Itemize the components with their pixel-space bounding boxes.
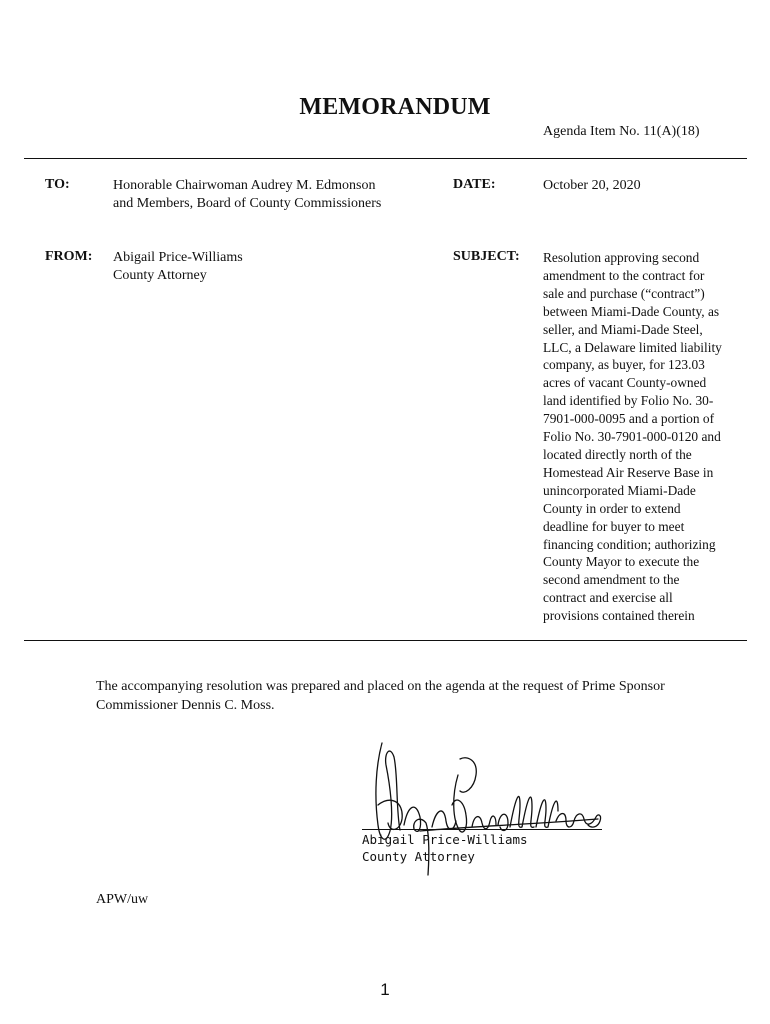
subject-line: County in order to extend bbox=[543, 500, 681, 516]
agenda-item-number: Agenda Item No. 11(A)(18) bbox=[543, 124, 700, 139]
date-label: DATE: bbox=[453, 177, 496, 192]
subject-value bbox=[543, 249, 722, 625]
subject-line: provisions contained therein bbox=[543, 608, 695, 624]
from-label: FROM: bbox=[45, 249, 93, 264]
subject-line: Resolution approving second bbox=[543, 250, 700, 265]
subject-line: second amendment to the bbox=[543, 572, 680, 588]
subject-line: County Mayor to execute the bbox=[543, 554, 700, 570]
subject-line: financing condition; authorizing bbox=[543, 536, 716, 552]
page-number: 1 bbox=[380, 980, 390, 999]
subject-label: SUBJECT: bbox=[453, 249, 520, 264]
signature-line bbox=[362, 829, 602, 830]
from-line: County Attorney bbox=[113, 267, 207, 283]
from-value bbox=[113, 249, 243, 284]
subject-line: Homestead Air Reserve Base in bbox=[543, 464, 714, 480]
subject-line: amendment to the contract for bbox=[543, 267, 705, 283]
subject-line: 7901-000-0095 and a portion of bbox=[543, 411, 715, 427]
to-value bbox=[113, 177, 381, 212]
to-label: TO: bbox=[45, 177, 70, 192]
page-title: MEMORANDUM bbox=[299, 94, 491, 120]
body-divider bbox=[24, 640, 747, 641]
subject-line: between Miami-Dade County, as bbox=[543, 303, 720, 319]
subject-line: located directly north of the bbox=[543, 446, 692, 462]
typist-initials: APW/uw bbox=[96, 892, 149, 907]
subject-line: LLC, a Delaware limited liability bbox=[543, 339, 722, 355]
body-line: Commissioner Dennis C. Moss. bbox=[96, 697, 275, 713]
to-line: and Members, Board of County Commissioners bbox=[113, 195, 382, 211]
subject-line: Folio No. 30-7901-000-0120 and bbox=[543, 429, 721, 445]
subject-line: sale and purchase (“contract”) bbox=[543, 285, 705, 301]
body-paragraph bbox=[96, 678, 665, 715]
subject-line: seller, and Miami-Dade Steel, bbox=[543, 321, 703, 337]
subject-line: contract and exercise all bbox=[543, 590, 673, 606]
from-line: Abigail Price-Williams bbox=[113, 250, 243, 265]
subject-line: company, as buyer, for 123.03 bbox=[543, 357, 705, 373]
subject-line: unincorporated Miami-Dade bbox=[543, 482, 696, 498]
signature-title: County Attorney bbox=[362, 849, 475, 864]
date-value: October 20, 2020 bbox=[543, 178, 641, 193]
header-divider bbox=[24, 158, 747, 159]
signature-block bbox=[362, 831, 528, 865]
body-line: The accompanying resolution was prepared and placed on the agenda at the request of Prime Sponsor bbox=[96, 679, 665, 694]
subject-line: land identified by Folio No. 30- bbox=[543, 393, 714, 409]
to-line: Honorable Chairwoman Audrey M. Edmonson bbox=[113, 178, 376, 193]
signature-name: Abigail Price-Williams bbox=[362, 832, 528, 847]
subject-line: deadline for buyer to meet bbox=[543, 518, 685, 534]
subject-line: acres of vacant County-owned bbox=[543, 375, 707, 391]
